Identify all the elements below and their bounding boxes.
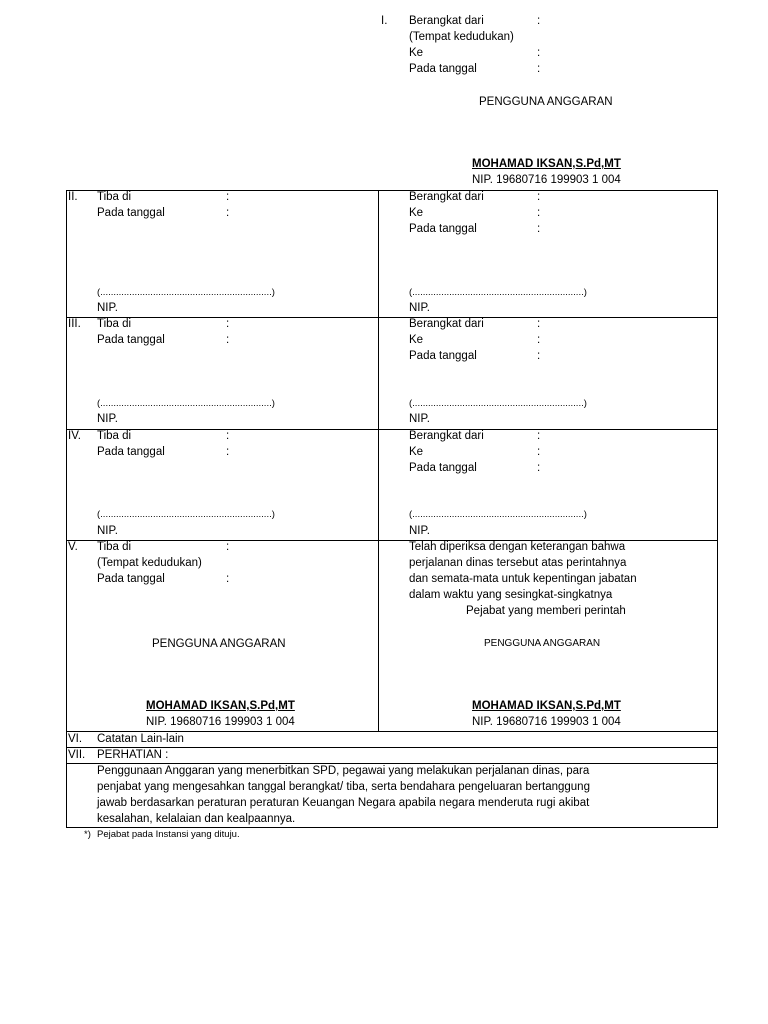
field-label: Pada tanggal xyxy=(409,63,477,75)
signature-line: (.................................................................) xyxy=(409,287,587,298)
field-label: Pada tanggal xyxy=(409,223,477,235)
signature-line: (.................................................................) xyxy=(409,398,587,409)
attention-text: kesalahan, kelalaian dan kealpaannya. xyxy=(97,813,296,825)
section-number: II. xyxy=(68,191,78,203)
nip-label: NIP. xyxy=(97,413,118,425)
field-label: Tiba di xyxy=(97,430,132,442)
field-colon: : xyxy=(537,334,541,346)
field-label: (Tempat kedudukan) xyxy=(97,557,202,569)
field-colon: : xyxy=(537,350,541,362)
field-label: Berangkat dari xyxy=(409,191,484,203)
field-colon: : xyxy=(537,15,541,27)
section-number: VII. xyxy=(68,749,86,761)
signature-line: (.................................................................) xyxy=(409,509,587,520)
field-label: Pada tanggal xyxy=(97,573,165,585)
field-colon: : xyxy=(537,462,541,474)
nip-label: NIP. xyxy=(97,525,118,537)
verification-text: dan semata-mata untuk kepentingan jabatan xyxy=(409,573,637,585)
attention-text: Penggunaan Anggaran yang menerbitkan SPD, pegawai yang melakukan perjalanan dinas, para xyxy=(97,765,590,777)
verification-text: perjalanan dinas tersebut atas perintahnya xyxy=(409,557,627,569)
field-label: (Tempat kedudukan) xyxy=(409,31,514,43)
field-colon: : xyxy=(226,191,230,203)
signer-role: PENGGUNA ANGGARAN xyxy=(152,638,286,650)
field-colon: : xyxy=(537,223,541,235)
attention-label: PERHATIAN : xyxy=(97,749,169,761)
field-colon: : xyxy=(226,430,230,442)
field-colon: : xyxy=(226,446,230,458)
signature-line: (.................................................................) xyxy=(97,398,275,409)
field-label: Ke xyxy=(409,47,424,59)
field-colon: : xyxy=(537,430,541,442)
field-label: Ke xyxy=(409,446,424,458)
verifier-title: Pejabat yang memberi perintah xyxy=(466,605,626,617)
field-colon: : xyxy=(226,541,230,553)
field-label: Berangkat dari xyxy=(409,430,484,442)
field-label: Pada tanggal xyxy=(409,350,477,362)
field-label: Pada tanggal xyxy=(97,207,165,219)
field-label: Ke xyxy=(409,207,424,219)
field-colon: : xyxy=(226,334,230,346)
field-colon: : xyxy=(226,573,230,585)
field-label: Pada tanggal xyxy=(97,334,165,346)
section-number: III. xyxy=(68,318,81,330)
nip-label: NIP. xyxy=(409,302,430,314)
field-colon: : xyxy=(226,207,230,219)
field-colon: : xyxy=(537,318,541,330)
field-label: Pada tanggal xyxy=(409,462,477,474)
field-colon: : xyxy=(537,63,541,75)
signature-line: (.................................................................) xyxy=(97,509,275,520)
footnote-text: Pejabat pada Instansi yang dituju. xyxy=(97,829,240,840)
field-colon: : xyxy=(226,318,230,330)
verification-text: dalam waktu yang sesingkat-singkatnya xyxy=(409,589,613,601)
field-label: Berangkat dari xyxy=(409,15,484,27)
nip-label: NIP. xyxy=(97,302,118,314)
signer-name: MOHAMAD IKSAN,S.Pd,MT xyxy=(472,700,621,712)
signer-role: PENGGUNA ANGGARAN xyxy=(479,96,613,108)
signer-role: PENGGUNA ANGGARAN xyxy=(484,638,601,649)
attention-text: jawab berdasarkan peraturan peraturan Keuangan Negara apabila negara menderuta rugi akibat xyxy=(97,797,590,809)
notes-label: Catatan Lain-lain xyxy=(97,733,184,745)
field-label: Tiba di xyxy=(97,541,132,553)
field-colon: : xyxy=(537,207,541,219)
footnote-mark: *) xyxy=(84,829,91,840)
field-colon: : xyxy=(537,446,541,458)
field-label: Tiba di xyxy=(97,318,132,330)
attention-text: penjabat yang mengesahkan tanggal berangkat/ tiba, serta bendahara pengeluaran bertanggung xyxy=(97,781,590,793)
signer-name: MOHAMAD IKSAN,S.Pd,MT xyxy=(472,158,621,170)
field-label: Berangkat dari xyxy=(409,318,484,330)
field-colon: : xyxy=(537,47,541,59)
nip-label: NIP. xyxy=(409,413,430,425)
field-label: Ke xyxy=(409,334,424,346)
signer-nip: NIP. 19680716 199903 1 004 xyxy=(472,174,621,186)
signer-nip: NIP. 19680716 199903 1 004 xyxy=(472,716,621,728)
signature-line: (.................................................................) xyxy=(97,287,275,298)
section-number: VI. xyxy=(68,733,83,745)
field-label: Tiba di xyxy=(97,191,132,203)
signer-nip: NIP. 19680716 199903 1 004 xyxy=(146,716,295,728)
section-number: IV. xyxy=(68,430,82,442)
field-label: Pada tanggal xyxy=(97,446,165,458)
signer-name: MOHAMAD IKSAN,S.Pd,MT xyxy=(146,700,295,712)
section-number: V. xyxy=(68,541,78,553)
section-number: I. xyxy=(381,15,388,27)
field-colon: : xyxy=(537,191,541,203)
nip-label: NIP. xyxy=(409,525,430,537)
verification-text: Telah diperiksa dengan keterangan bahwa xyxy=(409,541,626,553)
